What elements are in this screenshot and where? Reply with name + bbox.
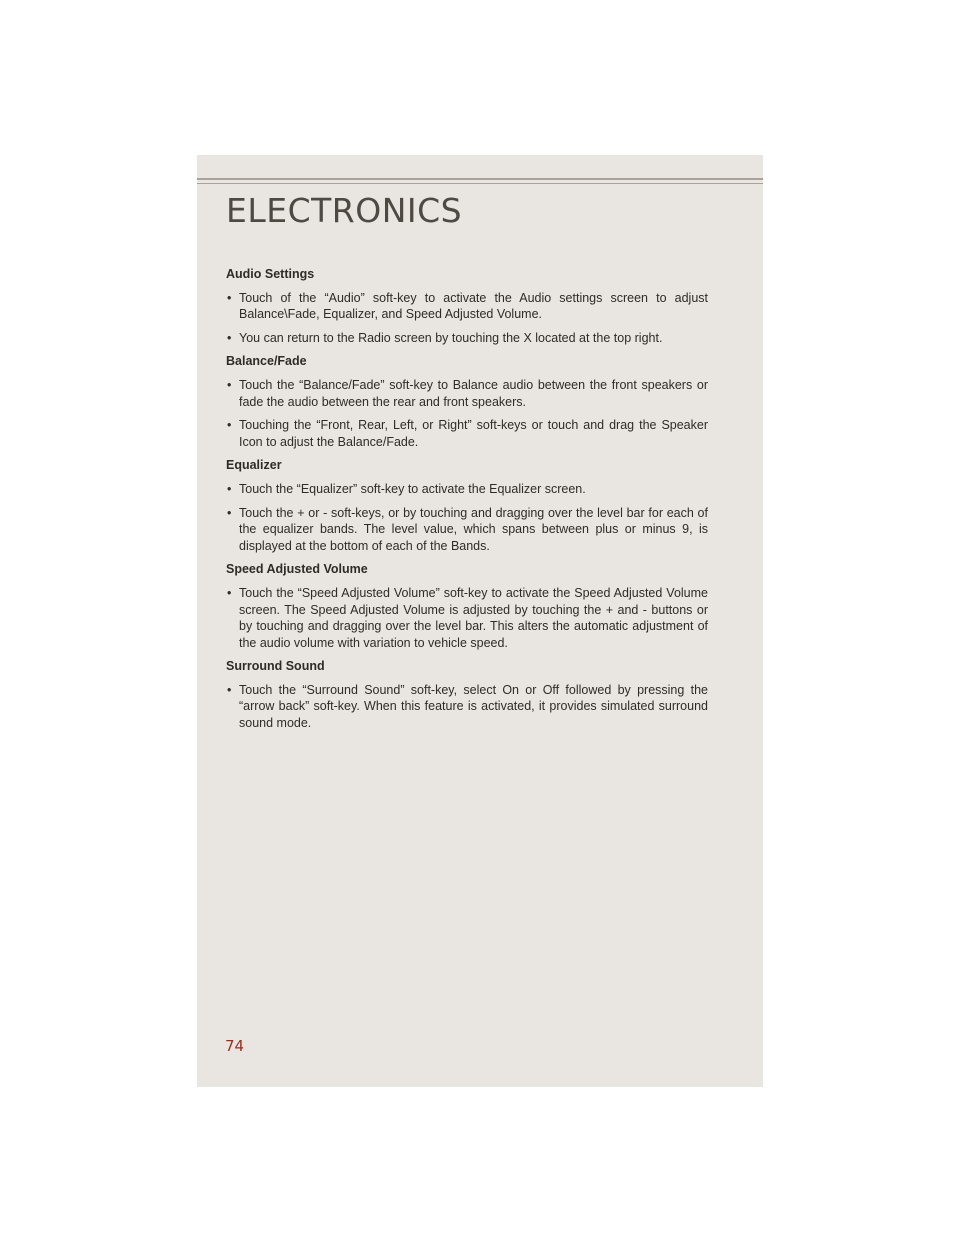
list-item-text: Touch the “Speed Adjusted Volume” soft-key to activate the Speed Adjusted Volume screen. The Speed Adjusted Volume is adjusted by touching the + and - buttons or by touching and dragging over the level bar. This alters the automatic adjustment of the audio volume with variation to vehicle speed.: [239, 585, 708, 650]
bullet-icon: •: [227, 290, 232, 305]
page-title: ELECTRONICS: [226, 191, 463, 230]
header-rule-top: [197, 178, 763, 180]
list-item: [226, 682, 708, 732]
speed-adjusted-volume-list: [226, 585, 708, 651]
list-item: [226, 481, 708, 498]
list-item: [226, 377, 708, 410]
surround-sound-list: [226, 682, 708, 732]
audio-settings-list: [226, 290, 708, 347]
bullet-icon: •: [227, 505, 232, 520]
bullet-icon: •: [227, 481, 232, 496]
bullet-icon: •: [227, 418, 232, 433]
bullet-icon: •: [227, 585, 232, 600]
bullet-icon: •: [227, 682, 232, 697]
list-item: [226, 585, 708, 651]
list-item: [226, 290, 708, 323]
list-item: [226, 505, 708, 555]
heading-audio-settings: Audio Settings: [226, 267, 315, 281]
bullet-icon: •: [227, 377, 232, 392]
list-item: [226, 330, 708, 347]
list-item-text: Touch the “Equalizer” soft-key to activate the Equalizer screen.: [239, 481, 586, 496]
list-item-text: Touching the “Front, Rear, Left, or Right” soft-keys or touch and drag the Speaker Icon to adjust the Balance/Fade.: [239, 418, 708, 449]
list-item-text: Touch of the “Audio” soft-key to activate the Audio settings screen to adjust Balance\Fade, Equalizer, and Speed Adjusted Volume.: [239, 290, 708, 322]
bullet-icon: •: [227, 330, 232, 345]
manual-page: [197, 155, 763, 1087]
list-item: [226, 417, 708, 450]
page-number: 74: [225, 1037, 245, 1055]
header-rule-bottom: [197, 183, 763, 184]
list-item-text: You can return to the Radio screen by touching the X located at the top right.: [239, 330, 663, 345]
list-item-text: Touch the “Balance/Fade” soft-key to Balance audio between the front speakers or fade the audio between the rear and front speakers.: [239, 377, 708, 409]
equalizer-list: [226, 481, 708, 554]
balance-fade-list: [226, 377, 708, 450]
page-content: [226, 266, 708, 739]
list-item-text: Touch the + or - soft-keys, or by touching and dragging over the level bar for each of the equalizer bands. The level value, which spans between plus or minus 9, is displayed at the bottom of each of the Bands.: [239, 505, 708, 553]
heading-equalizer: Equalizer: [226, 458, 282, 473]
heading-balance-fade: Balance/Fade: [226, 354, 307, 369]
heading-surround-sound: Surround Sound: [226, 659, 325, 674]
list-item-text: Touch the “Surround Sound” soft-key, select On or Off followed by pressing the “arrow back” soft-key. When this feature is activated, it provides simulated surround sound mode.: [239, 682, 708, 731]
heading-speed-adjusted-volume: Speed Adjusted Volume: [226, 562, 368, 577]
